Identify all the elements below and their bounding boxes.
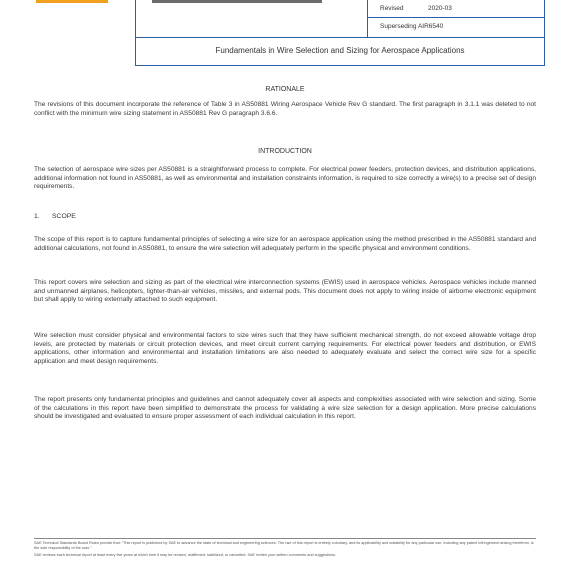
superseding-note: Superseding AIR6540 bbox=[380, 23, 444, 30]
scope-title: SCOPE bbox=[52, 213, 76, 220]
rationale-text: The revisions of this document incorporate the reference of Table 3 in AS50881 Wiring Aerospace Vehicle Rev G standard. The first paragraph in 3.1.1 was deleted to not conflict with the minimum wire sizing statement in AS50881 Rev G paragraph 3.6.6. bbox=[34, 101, 536, 117]
scope-paragraph: The scope of this report is to capture fundamental principles of selecting a wire size for an aerospace application using the method prescribed in the AS50881 standard and additional calculations, not found in AS50881, to ensure the wire selection will adequately perform in the specific physical and environment conditions. bbox=[34, 236, 536, 252]
document-title: Fundamentals in Wire Selection and Sizing for Aerospace Applications bbox=[215, 46, 465, 55]
scope-heading bbox=[34, 213, 76, 220]
footer-disclaimer: SAE Technical Standards Board Rules provide that: "This report is published by SAE to advance the state of technical and engineering sciences. The use of this report is entirely voluntary, and its applicability and suitability for any particular use, including any patent infringement arising therefrom, is the sole responsibility of the user." bbox=[34, 541, 534, 550]
scope-paragraph: Wire selection must consider physical and environmental factors to size wires such that they have sufficient mechanical strength, do not exceed allowable voltage drop levels, are protected by materials or circuit protection devices, and meet circuit current carrying requirements. For electrical power feeders and distribution, or EWIS applications, other information and environmental and installation limitations are also needed to adequately evaluate and select the correct wire size for a specific application and meet design requirements. bbox=[34, 332, 536, 365]
document-number-band bbox=[152, 0, 322, 3]
footer-review-note: SAE reviews each technical report at least every five years at which time it may be revised, reaffirmed, stabilized, or cancelled. SAE invites your written comments and suggestions. bbox=[34, 553, 336, 557]
scope-paragraph: The report presents only fundamental principles and guidelines and cannot adequately cover all aspects and complexities associated with wire selection and sizing. Some of the calculations in this report have been simplified to demonstrate the process for validating a wire size selection for a design application. More precise calculations should be investigated and evaluated to ensure proper assessment of each individual calculation in this report. bbox=[34, 396, 536, 421]
footer-rule bbox=[34, 538, 536, 539]
rationale-heading: RATIONALE bbox=[265, 86, 305, 93]
introduction-heading: INTRODUCTION bbox=[258, 148, 312, 155]
scope-paragraph: This report covers wire selection and sizing as part of the electrical wire interconnection systems (EWIS) used in aerospace vehicles. Aerospace vehicles include manned and unmanned airplanes, helicopters, lighter-than-air vehicles, missiles, and external pods. This document does not apply to wiring inside of airborne electronic equipment but shall apply to wiring externally attached to such equipment. bbox=[34, 279, 536, 304]
revised-label: Revised bbox=[380, 5, 404, 12]
document-header-top-row bbox=[135, 0, 545, 38]
scope-number: 1. bbox=[34, 213, 40, 220]
sae-logo-fragment bbox=[36, 0, 108, 3]
header-row-divider bbox=[368, 17, 545, 18]
document-number-cell bbox=[135, 0, 368, 38]
revised-date: 2020-03 bbox=[428, 5, 452, 12]
introduction-text: The selection of aerospace wire sizes per AS50881 is a straightforward process to complete. For electrical power feeders, protection devices, and distribution applications, additional information not found in AS50881, as well as environmental and installation constraints information, is required to size correctly a wire(s) to a precise set of design requirements. bbox=[34, 166, 536, 191]
